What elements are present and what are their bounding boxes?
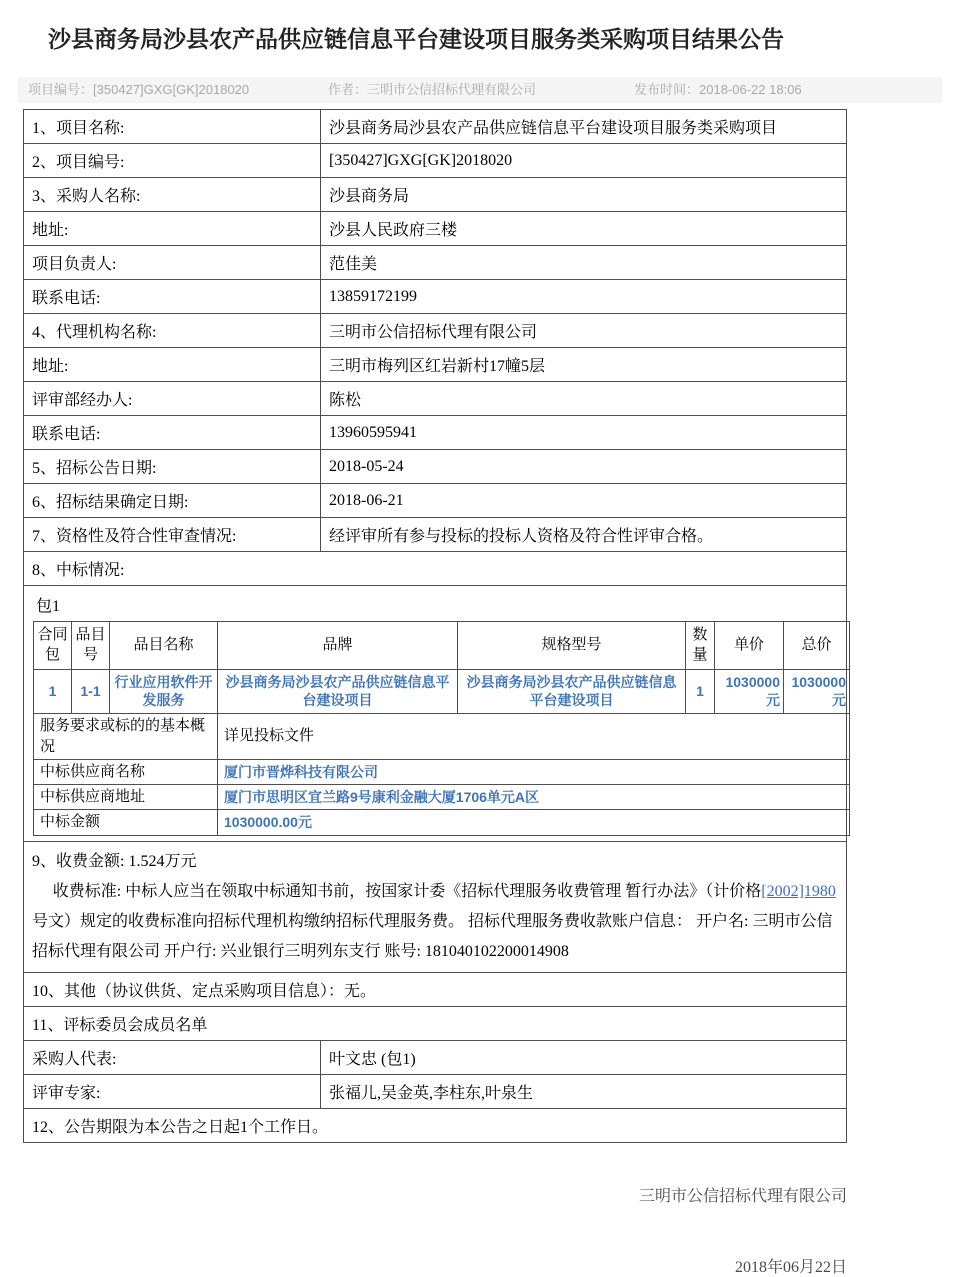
meta-publish-value: 2018-06-22 18:06: [699, 82, 802, 98]
award-item-row: [34, 669, 850, 714]
winning-supplier-address: 厦门市思明区宜兰路9号康利金融大厦1706单元A区: [218, 785, 850, 810]
table-row: [24, 280, 847, 314]
evaluation-experts: 张福儿,吴金英,李柱东,叶泉生: [321, 1074, 847, 1108]
sub-row-label: 中标供应商地址: [34, 785, 218, 810]
award-sub-row: [34, 759, 850, 784]
page-title: 沙县商务局沙县农产品供应链信息平台建设项目服务类采购项目结果公告: [48, 26, 784, 52]
meta-author: [328, 77, 634, 103]
row-label: 2、项目编号:: [24, 144, 321, 178]
award-sub-row: [34, 785, 850, 810]
row-value: 沙县商务局: [321, 178, 847, 212]
fees-section-row: [24, 841, 847, 972]
fee-amount-line: 9、收费金额: 1.524万元: [32, 852, 197, 870]
meta-project-no-value: [350427]GXG[GK]2018020: [93, 82, 250, 98]
meta-project-no: [18, 77, 328, 103]
meta-author-label: 作者：: [328, 82, 368, 98]
table-row: [24, 110, 847, 144]
row-value: 沙县人民政府三楼: [321, 212, 847, 246]
award-package-cell: [24, 586, 847, 842]
col-header-quantity: 数量: [686, 622, 715, 670]
col-header-contract-pkg: 合同包: [34, 622, 72, 670]
row-label: 评审部经办人:: [24, 382, 321, 416]
table-row: [24, 416, 847, 450]
row-label: 7、资格性及符合性审查情况:: [24, 518, 321, 552]
row-label: 联系电话:: [24, 280, 321, 314]
item-no: 1-1: [72, 669, 110, 714]
table-row: [24, 144, 847, 178]
award-sub-row: [34, 714, 850, 760]
others-line: 10、其他（协议供货、定点采购项目信息）：无。: [24, 972, 847, 1006]
fee-text-before-link: 收费标准: 中标人应当在领取中标通知书前，按国家计委《招标代理服务收费管理 暂行办法》（计价格: [52, 882, 762, 900]
main-info-table: [23, 109, 847, 1143]
footer-date: 2018年06月22日: [734, 1258, 847, 1276]
award-header-row: [34, 622, 850, 670]
item-unit-price: 1030000元: [715, 669, 784, 714]
meta-publish-label: 发布时间：: [634, 82, 700, 98]
item-brand: 沙县商务局沙县农产品供应链信息平台建设项目: [218, 669, 458, 714]
meta-publish-time: [634, 77, 802, 103]
col-header-total-price: 总价: [784, 622, 850, 670]
sub-row-value: 详见投标文件: [218, 714, 850, 760]
award-package-row: [24, 586, 847, 842]
award-table: [33, 621, 850, 836]
fee-standard-paragraph: [32, 877, 838, 967]
footer-company: 三明市公信招标代理有限公司: [638, 1187, 847, 1205]
col-header-unit-price: 单价: [715, 622, 784, 670]
row-value: 13960595941: [321, 416, 847, 450]
fees-cell: [24, 841, 847, 972]
col-header-item-no: 品目号: [72, 622, 110, 670]
row-value: 经评审所有参与投标的投标人资格及符合性评审合格。: [321, 518, 847, 552]
row-label: 5、招标公告日期:: [24, 450, 321, 484]
award-section-row: [24, 552, 847, 586]
award-section-label: 8、中标情况:: [24, 552, 847, 586]
table-row: [24, 382, 847, 416]
meta-author-value: 三明市公信招标代理有限公司: [367, 82, 537, 98]
col-header-item-name: 品目名称: [110, 622, 218, 670]
row-label: 6、招标结果确定日期:: [24, 484, 321, 518]
col-header-brand: 品牌: [218, 622, 458, 670]
table-row: [24, 348, 847, 382]
meta-project-no-label: 项目编号：: [28, 82, 94, 98]
row-value: 范佳美: [321, 246, 847, 280]
table-row: [24, 178, 847, 212]
row-label: 采购人代表:: [24, 1040, 321, 1074]
table-row: [24, 484, 847, 518]
committee-section-row: [24, 1006, 847, 1040]
fee-text-after-link: 号文）规定的收费标准向招标代理机构缴纳招标代理服务费。 招标代理服务费收款账户信息： 开户名: 三明市公信招标代理有限公司 开户行: 兴业银行三明列东支行 账号: 181040102200014908: [32, 912, 833, 960]
row-label: 4、代理机构名称:: [24, 314, 321, 348]
row-value: 三明市梅列区红岩新村17幢5层: [321, 348, 847, 382]
winning-amount: 1030000.00元: [218, 810, 850, 835]
item-spec-model: 沙县商务局沙县农产品供应链信息平台建设项目: [458, 669, 686, 714]
row-value: 沙县商务局沙县农产品供应链信息平台建设项目服务类采购项目: [321, 110, 847, 144]
item-name: 行业应用软件开发服务: [110, 669, 218, 714]
row-label: 1、项目名称:: [24, 110, 321, 144]
row-value: 2018-06-21: [321, 484, 847, 518]
row-value: 2018-05-24: [321, 450, 847, 484]
row-label: 联系电话:: [24, 416, 321, 450]
table-row: [24, 1040, 847, 1074]
row-value: 13859172199: [321, 280, 847, 314]
table-row: [24, 450, 847, 484]
award-sub-row: [34, 810, 850, 835]
sub-row-label: 服务要求或标的的基本概况: [34, 714, 218, 760]
row-label: 项目负责人:: [24, 246, 321, 280]
regulation-link[interactable]: [2002]1980: [761, 882, 836, 900]
item-contract-pkg: 1: [34, 669, 72, 714]
sub-row-label: 中标供应商名称: [34, 759, 218, 784]
sub-row-label: 中标金额: [34, 810, 218, 835]
purchaser-representative: 叶文忠 (包1): [321, 1040, 847, 1074]
table-row: [24, 246, 847, 280]
row-label: 评审专家:: [24, 1074, 321, 1108]
table-row: [24, 212, 847, 246]
meta-bar: [18, 77, 942, 103]
committee-section-label: 11、评标委员会成员名单: [24, 1006, 847, 1040]
table-row: [24, 518, 847, 552]
row-label: 地址:: [24, 212, 321, 246]
winning-supplier-name: 厦门市晋烨科技有限公司: [218, 759, 850, 784]
row-value: [350427]GXG[GK]2018020: [321, 144, 847, 178]
table-row: [24, 1074, 847, 1108]
row-value: 陈松: [321, 382, 847, 416]
item-total-price: 1030000元: [784, 669, 850, 714]
col-header-spec-model: 规格型号: [458, 622, 686, 670]
package-label: 包1: [36, 598, 61, 616]
row-label: 3、采购人名称:: [24, 178, 321, 212]
row-label: 地址:: [24, 348, 321, 382]
notice-period-row: [24, 1108, 847, 1142]
item-quantity: 1: [686, 669, 715, 714]
row-value: 三明市公信招标代理有限公司: [321, 314, 847, 348]
notice-period-line: 12、公告期限为本公告之日起1个工作日。: [24, 1108, 847, 1142]
others-section-row: [24, 972, 847, 1006]
document-footer: [0, 1183, 847, 1277]
table-row: [24, 314, 847, 348]
